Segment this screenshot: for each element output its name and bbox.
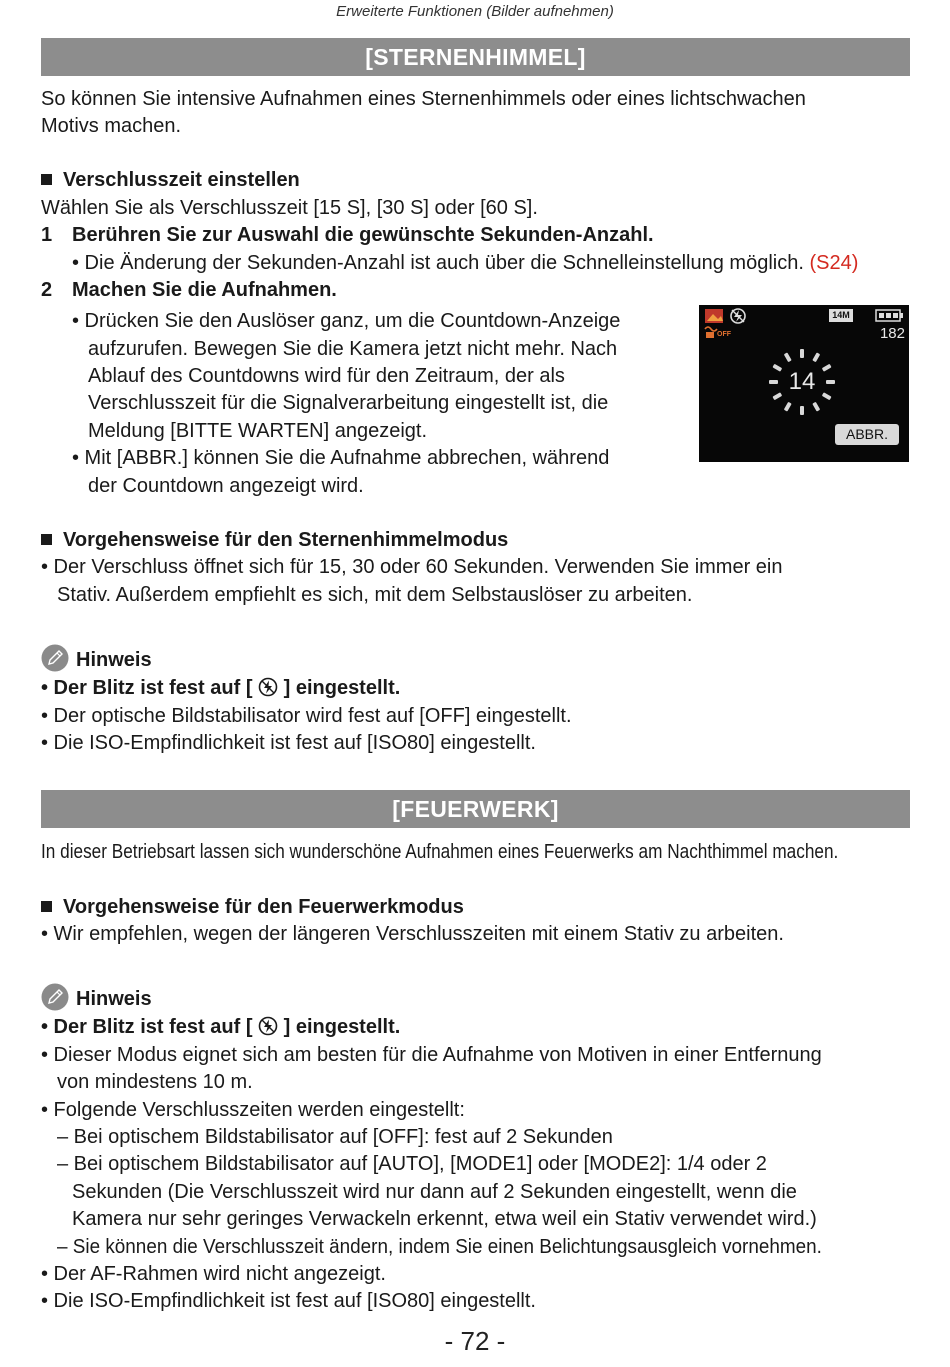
- procedure-line: Stativ. Außerdem empfiehlt es sich, mit dem Selbstauslöser zu arbeiten.: [57, 584, 693, 606]
- hint-flash-line: [41, 1014, 400, 1041]
- shots-remaining: 182: [879, 325, 905, 342]
- shutter-heading-text: Verschlusszeit einstellen: [63, 169, 300, 191]
- starry-sky-scene-icon: [705, 309, 723, 323]
- hint-flash-prefix: • Der Blitz ist fest auf [: [41, 1016, 253, 1038]
- flash-off-icon: [731, 309, 745, 323]
- camera-lcd-screenshot: [699, 305, 909, 462]
- step-2-line: der Countdown angezeigt wird.: [88, 475, 364, 497]
- hint-flash-prefix: • Der Blitz ist fest auf [: [41, 677, 253, 699]
- step-2-line: Ablauf des Countdowns wird für den Zeitraum, der als: [88, 365, 565, 387]
- procedure-heading-text: Vorgehensweise für den Feuerwerkmodus: [63, 896, 464, 918]
- battery-icon: [876, 310, 903, 321]
- procedure-heading-stars: [41, 527, 508, 554]
- abbr-button[interactable]: ABBR.: [845, 426, 888, 442]
- resolution-badge: 14M: [832, 310, 850, 320]
- hint-title: Hinweis: [76, 988, 152, 1010]
- square-bullet-icon: [41, 534, 52, 545]
- section-title-sternenhimmel: [STERNENHIMMEL]: [41, 38, 910, 76]
- flash-off-icon: [258, 1016, 278, 1036]
- intro-line-2: Motivs machen.: [41, 115, 182, 137]
- hint-flash-suffix: ] eingestellt.: [283, 677, 401, 699]
- hint-flash-line: [41, 675, 400, 702]
- procedure-line: • Wir empfehlen, wegen der längeren Verschlusszeiten mit einem Stativ zu arbeiten.: [41, 923, 784, 945]
- procedure-heading-fireworks: [41, 894, 464, 921]
- hint-pencil-icon: [41, 644, 69, 677]
- hint-pencil-icon: [41, 983, 69, 1016]
- step-1-text: Berühren Sie zur Auswahl die gewünschte Sekunden-Anzahl.: [72, 224, 654, 246]
- procedure-heading-text: Vorgehensweise für den Sternenhimmelmodus: [63, 529, 509, 551]
- section-title-feuerwerk: [FEUERWERK]: [41, 790, 910, 828]
- hint-title: Hinweis: [76, 649, 152, 671]
- countdown-number: 14: [788, 368, 816, 395]
- step-1-bullet: [72, 250, 858, 277]
- step-2-line: aufzurufen. Bewegen Sie die Kamera jetzt nicht mehr. Nach: [88, 338, 618, 360]
- square-bullet-icon: [41, 901, 52, 912]
- step-2-line: • Drücken Sie den Auslöser ganz, um die Countdown-Anzeige: [72, 310, 621, 332]
- stabilizer-label: OFF: [717, 331, 731, 338]
- step-2-line: • Mit [ABBR.] können Sie die Aufnahme abbrechen, während: [72, 447, 610, 469]
- step-2-text: Machen Sie die Aufnahmen.: [72, 279, 337, 301]
- hint-line: von mindestens 10 m.: [57, 1071, 253, 1093]
- feuerwerk-intro: In dieser Betriebsart lassen sich wunderschöne Aufnahmen eines Feuerwerks am Nachthimmel machen.: [41, 841, 839, 863]
- hint-line: • Die ISO-Empfindlichkeit ist fest auf [ISO80] eingestellt.: [41, 732, 536, 754]
- page-number: - 72 -: [444, 1326, 506, 1356]
- page-ref-link[interactable]: (S24): [809, 252, 859, 274]
- hint-line: • Folgende Verschlusszeiten werden eingestellt:: [41, 1099, 465, 1121]
- step-2-line: Verschlusszeit für die Signalverarbeitung eingestellt ist, die: [88, 392, 609, 414]
- hint-line: Kamera nur sehr geringes Verwackeln erkennt, etwa weil ein Stativ verwendet wird.): [72, 1208, 817, 1230]
- step-2-line: Meldung [BITTE WARTEN] angezeigt.: [88, 420, 428, 442]
- hint-flash-suffix: ] eingestellt.: [283, 1016, 401, 1038]
- hint-line: • Die ISO-Empfindlichkeit ist fest auf [ISO80] eingestellt.: [41, 1290, 536, 1312]
- step-1-number: 1: [41, 224, 53, 246]
- stabilizer-off-icon: [705, 327, 717, 338]
- hint-line: • Der AF-Rahmen wird nicht angezeigt.: [41, 1263, 386, 1285]
- intro-line-1: So können Sie intensive Aufnahmen eines Sternenhimmels oder eines lichtschwachen: [41, 88, 806, 110]
- hint-line: – Bei optischem Bildstabilisator auf [AUTO], [MODE1] oder [MODE2]: 1/4 oder 2: [57, 1153, 767, 1175]
- hint-line: – Sie können die Verschlusszeit ändern, indem Sie einen Belichtungsausgleich vornehmen.: [57, 1236, 822, 1258]
- shutter-heading: [41, 167, 300, 194]
- hint-line: • Dieser Modus eignet sich am besten für die Aufnahme von Motiven in einer Entfernung: [41, 1044, 822, 1066]
- running-header: Erweiterte Funktionen (Bilder aufnehmen): [336, 3, 614, 20]
- flash-off-icon: [258, 677, 278, 697]
- procedure-line: • Der Verschluss öffnet sich für 15, 30 oder 60 Sekunden. Verwenden Sie immer ein: [41, 556, 783, 578]
- hint-line: • Der optische Bildstabilisator wird fest auf [OFF] eingestellt.: [41, 705, 572, 727]
- step-1-bullet-text: • Die Änderung der Sekunden-Anzahl ist auch über die Schnelleinstellung möglich.: [72, 252, 804, 274]
- square-bullet-icon: [41, 174, 52, 185]
- step-2-number: 2: [41, 279, 53, 301]
- hint-line: Sekunden (Die Verschlusszeit wird nur dann auf 2 Sekunden eingestellt, wenn die: [72, 1181, 797, 1203]
- shutter-text: Wählen Sie als Verschlusszeit [15 S], [30 S] oder [60 S].: [41, 197, 538, 219]
- hint-line: – Bei optischem Bildstabilisator auf [OFF]: fest auf 2 Sekunden: [57, 1126, 613, 1148]
